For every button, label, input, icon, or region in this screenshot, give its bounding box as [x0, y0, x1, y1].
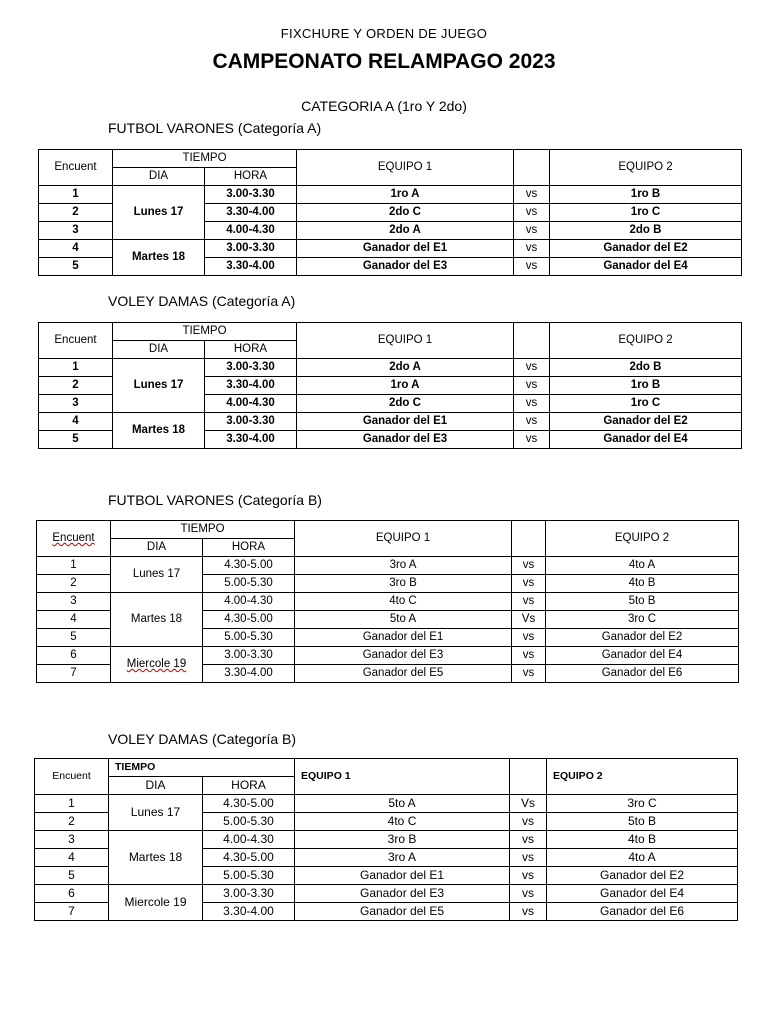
team2-cell: 1ro C: [550, 204, 742, 222]
team2-cell: 3ro C: [546, 611, 739, 629]
team1-cell: Ganador del E1: [295, 867, 510, 885]
table-row: [39, 413, 742, 431]
time-cell: 4.30-5.00: [203, 557, 295, 575]
vs-cell: vs: [514, 258, 550, 276]
team1-cell: Ganador del E3: [297, 258, 514, 276]
col-tiempo: TIEMPO: [111, 521, 295, 539]
vs-cell: vs: [514, 186, 550, 204]
match-number: 3: [39, 222, 113, 240]
team1-cell: Ganador del E3: [297, 431, 514, 449]
vs-cell: vs: [510, 867, 547, 885]
time-cell: 3.30-4.00: [203, 903, 295, 921]
time-cell: 3.30-4.00: [205, 431, 297, 449]
day-cell: Miercole 19: [109, 885, 203, 921]
schedule-table: [34, 758, 738, 921]
col-equipo1: EQUIPO 1: [297, 150, 514, 186]
time-cell: 4.00-4.30: [205, 222, 297, 240]
team1-cell: 1ro A: [297, 186, 514, 204]
encuent-label: Encuent: [52, 532, 95, 544]
team2-cell: 1ro B: [550, 186, 742, 204]
match-number: 4: [35, 849, 109, 867]
time-cell: 3.00-3.30: [205, 413, 297, 431]
team1-cell: Ganador del E1: [295, 629, 512, 647]
team2-cell: 5to B: [547, 813, 738, 831]
team1-cell: 2do A: [297, 222, 514, 240]
doc-subtitle: FIXCHURE Y ORDEN DE JUEGO: [280, 26, 488, 41]
vs-cell: vs: [512, 593, 546, 611]
vs-cell: vs: [514, 240, 550, 258]
match-number: 5: [39, 258, 113, 276]
team1-cell: 3ro A: [295, 849, 510, 867]
team1-cell: 3ro A: [295, 557, 512, 575]
team2-cell: Ganador del E2: [550, 240, 742, 258]
team1-cell: Ganador del E5: [295, 665, 512, 683]
team2-cell: Ganador del E2: [547, 867, 738, 885]
col-dia: DIA: [111, 539, 203, 557]
col-dia: DIA: [113, 341, 205, 359]
team2-cell: Ganador del E6: [547, 903, 738, 921]
match-number: 5: [35, 867, 109, 885]
vs-cell: vs: [510, 885, 547, 903]
section-title: VOLEY DAMAS (Categoría A): [108, 293, 296, 309]
schedule-table: [38, 149, 742, 276]
col-encuent: Encuent: [35, 759, 109, 795]
section-title: FUTBOL VARONES (Categoría A): [108, 120, 322, 136]
match-number: 2: [37, 575, 111, 593]
match-number: 3: [37, 593, 111, 611]
match-number: 2: [39, 204, 113, 222]
col-tiempo: TIEMPO: [113, 150, 297, 168]
team1-cell: 4to C: [295, 593, 512, 611]
time-cell: 4.30-5.00: [203, 849, 295, 867]
col-hora: HORA: [203, 539, 295, 557]
team2-cell: Ganador del E6: [546, 665, 739, 683]
category-heading: CATEGORIA A (1ro Y 2do): [301, 98, 467, 114]
col-equipo2: EQUIPO 2: [547, 759, 738, 795]
day-cell: Lunes 17: [113, 359, 205, 413]
time-cell: 5.00-5.30: [203, 575, 295, 593]
table-header-row: [35, 759, 738, 777]
table-row: [35, 885, 738, 903]
col-hora: HORA: [203, 777, 295, 795]
team2-cell: 1ro C: [550, 395, 742, 413]
col-hora: HORA: [205, 341, 297, 359]
team2-cell: 4to B: [547, 831, 738, 849]
section-title: VOLEY DAMAS (Categoría B): [108, 731, 297, 747]
time-cell: 3.30-4.00: [203, 665, 295, 683]
team2-cell: 3ro C: [547, 795, 738, 813]
match-number: 4: [39, 240, 113, 258]
day-cell: [111, 647, 203, 683]
table-row: [37, 593, 739, 611]
vs-cell: vs: [514, 413, 550, 431]
col-vs: [514, 150, 550, 186]
team1-cell: Ganador del E1: [297, 240, 514, 258]
match-number: 7: [37, 665, 111, 683]
vs-cell: vs: [514, 204, 550, 222]
team1-cell: 3ro B: [295, 831, 510, 849]
match-number: 5: [37, 629, 111, 647]
day-cell: Lunes 17: [113, 186, 205, 240]
table-row: [35, 831, 738, 849]
team1-cell: Ganador del E3: [295, 885, 510, 903]
vs-cell: vs: [510, 813, 547, 831]
time-cell: 3.00-3.30: [203, 885, 295, 903]
time-cell: 5.00-5.30: [203, 867, 295, 885]
vs-cell: vs: [512, 575, 546, 593]
time-cell: 4.00-4.30: [203, 831, 295, 849]
match-number: 3: [35, 831, 109, 849]
vs-cell: vs: [510, 849, 547, 867]
col-equipo2: EQUIPO 2: [550, 150, 742, 186]
vs-cell: vs: [514, 359, 550, 377]
team1-cell: 1ro A: [297, 377, 514, 395]
table-header-row: [37, 521, 739, 539]
col-equipo2: EQUIPO 2: [550, 323, 742, 359]
table-row: [39, 359, 742, 377]
vs-cell: vs: [514, 377, 550, 395]
col-vs: [512, 521, 546, 557]
team1-cell: 5to A: [295, 611, 512, 629]
col-equipo1: EQUIPO 1: [295, 759, 510, 795]
team1-cell: 2do A: [297, 359, 514, 377]
match-number: 4: [37, 611, 111, 629]
vs-cell: vs: [514, 222, 550, 240]
col-dia: DIA: [109, 777, 203, 795]
day-cell: Lunes 17: [111, 557, 203, 593]
col-dia: DIA: [113, 168, 205, 186]
section-title: FUTBOL VARONES (Categoría B): [108, 492, 322, 508]
time-cell: 5.00-5.30: [203, 629, 295, 647]
col-equipo2: EQUIPO 2: [546, 521, 739, 557]
match-number: 7: [35, 903, 109, 921]
day-label: Miercole 19: [126, 658, 187, 670]
team2-cell: Ganador del E4: [547, 885, 738, 903]
vs-cell: vs: [510, 831, 547, 849]
table-row: [39, 240, 742, 258]
time-cell: 3.00-3.30: [205, 240, 297, 258]
table-row: [39, 186, 742, 204]
match-number: 2: [39, 377, 113, 395]
vs-cell: vs: [510, 903, 547, 921]
team1-cell: Ganador del E3: [295, 647, 512, 665]
table-row: [37, 557, 739, 575]
time-cell: 5.00-5.30: [203, 813, 295, 831]
team2-cell: Ganador del E4: [550, 258, 742, 276]
day-cell: Martes 18: [113, 240, 205, 276]
col-encuent: [37, 521, 111, 557]
doc-title: CAMPEONATO RELAMPAGO 2023: [212, 50, 556, 73]
team1-cell: 3ro B: [295, 575, 512, 593]
match-number: 6: [37, 647, 111, 665]
day-cell: Martes 18: [113, 413, 205, 449]
match-number: 1: [37, 557, 111, 575]
team2-cell: Ganador del E4: [550, 431, 742, 449]
vs-cell: Vs: [510, 795, 547, 813]
col-tiempo: TIEMPO: [113, 323, 297, 341]
col-tiempo: TIEMPO: [109, 759, 295, 777]
team1-cell: 2do C: [297, 204, 514, 222]
schedule-table: [38, 322, 742, 449]
team1-cell: Ganador del E1: [297, 413, 514, 431]
team2-cell: 4to B: [546, 575, 739, 593]
match-number: 6: [35, 885, 109, 903]
team2-cell: 2do B: [550, 359, 742, 377]
table-header-row: [39, 323, 742, 341]
time-cell: 3.30-4.00: [205, 204, 297, 222]
team2-cell: 2do B: [550, 222, 742, 240]
match-number: 2: [35, 813, 109, 831]
vs-cell: vs: [514, 431, 550, 449]
match-number: 1: [39, 359, 113, 377]
vs-cell: vs: [512, 629, 546, 647]
time-cell: 4.00-4.30: [203, 593, 295, 611]
vs-cell: vs: [512, 665, 546, 683]
match-number: 4: [39, 413, 113, 431]
time-cell: 4.00-4.30: [205, 395, 297, 413]
team2-cell: 4to A: [546, 557, 739, 575]
team2-cell: Ganador del E2: [546, 629, 739, 647]
team1-cell: Ganador del E5: [295, 903, 510, 921]
col-equipo1: EQUIPO 1: [295, 521, 512, 557]
col-encuent: Encuent: [39, 323, 113, 359]
vs-cell: vs: [514, 395, 550, 413]
time-cell: 4.30-5.00: [203, 795, 295, 813]
day-cell: Martes 18: [111, 593, 203, 647]
day-cell: Martes 18: [109, 831, 203, 885]
col-hora: HORA: [205, 168, 297, 186]
table-row: [37, 647, 739, 665]
table-header-row: [39, 150, 742, 168]
time-cell: 4.30-5.00: [203, 611, 295, 629]
schedule-table: [36, 520, 739, 683]
team2-cell: Ganador del E4: [546, 647, 739, 665]
team1-cell: 4to C: [295, 813, 510, 831]
time-cell: 3.00-3.30: [203, 647, 295, 665]
team1-cell: 5to A: [295, 795, 510, 813]
col-vs: [514, 323, 550, 359]
team2-cell: 5to B: [546, 593, 739, 611]
time-cell: 3.00-3.30: [205, 186, 297, 204]
vs-cell: Vs: [512, 611, 546, 629]
team2-cell: Ganador del E2: [550, 413, 742, 431]
match-number: 3: [39, 395, 113, 413]
match-number: 1: [39, 186, 113, 204]
col-vs: [510, 759, 547, 795]
team2-cell: 4to A: [547, 849, 738, 867]
day-cell: Lunes 17: [109, 795, 203, 831]
match-number: 5: [39, 431, 113, 449]
col-encuent: Encuent: [39, 150, 113, 186]
time-cell: 3.30-4.00: [205, 258, 297, 276]
col-equipo1: EQUIPO 1: [297, 323, 514, 359]
table-row: [35, 795, 738, 813]
vs-cell: vs: [512, 647, 546, 665]
match-number: 1: [35, 795, 109, 813]
team2-cell: 1ro B: [550, 377, 742, 395]
team1-cell: 2do C: [297, 395, 514, 413]
time-cell: 3.00-3.30: [205, 359, 297, 377]
vs-cell: vs: [512, 557, 546, 575]
time-cell: 3.30-4.00: [205, 377, 297, 395]
